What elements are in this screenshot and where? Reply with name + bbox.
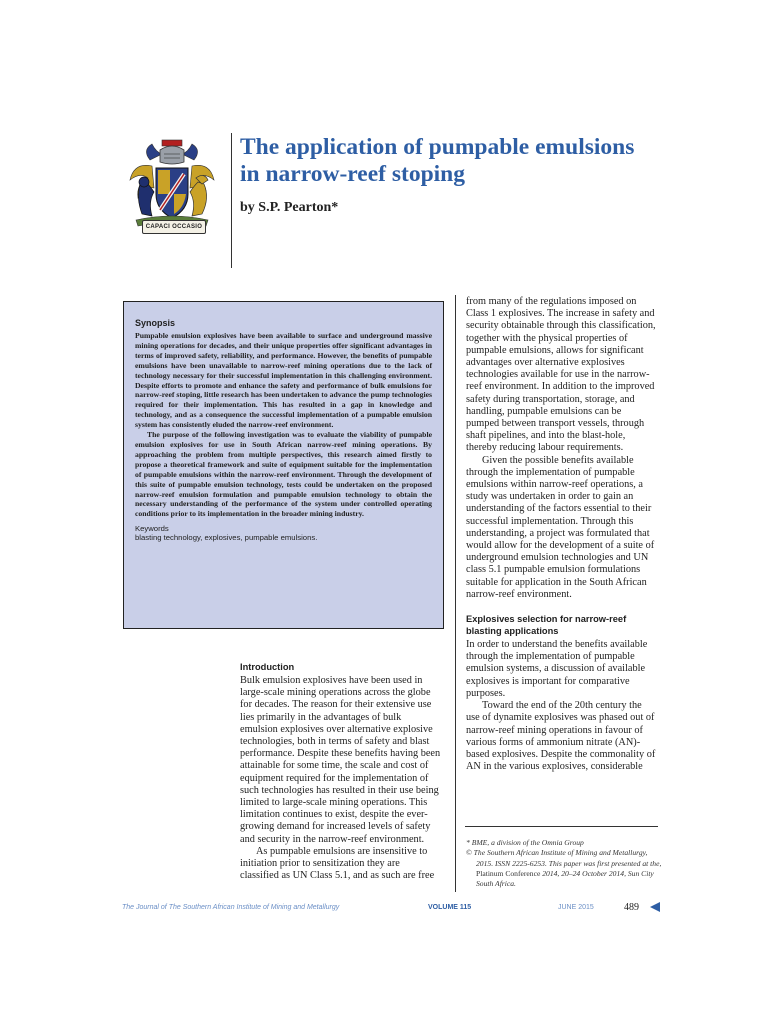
introduction-heading: Introduction [240, 662, 295, 672]
body-paragraph: Given the possible benefits available through the implementation of pumpable emulsions within narrow-reef operations, a study was undertaken in order to gain an understanding of the factors essential to their successful implementation. Through this understanding, a project was formulated that would allow for the development of a suite of underground emulsion technologies and UN class 5.1 pumpable emulsion formulations suitable for application in the South African narrow-reef environment. [466, 454, 655, 600]
title-divider [231, 133, 232, 268]
footnotes [466, 838, 666, 889]
body-paragraph: In order to understand the benefits available through the implementation of pumpable emulsion systems, a discussion of available explosives is important for comparative purposes. [466, 639, 648, 699]
body-paragraph: As pumpable emulsions are insensitive to initiation prior to sensitization they are classified as UN Class 5.1, and as such are free [240, 845, 435, 882]
crest-motto-scroll: CAPACI OCCASIO [142, 220, 206, 234]
footnote-affiliation: * BME, a division of the Omnia Group [466, 838, 584, 847]
footer-journal-name: The Journal of The Southern African Institute of Mining and Metallurgy [122, 904, 340, 911]
introduction-section [240, 661, 441, 882]
keywords-heading: Keywords [135, 524, 169, 534]
footnote-conference-dates: 2014, 20–24 October 2014, Sun City South Africa. [476, 868, 654, 889]
synopsis-box [123, 301, 444, 629]
right-column [466, 296, 657, 773]
footnote-conference: Platinum Conference [476, 868, 541, 878]
footnote-copyright-text: © The Southern African Institute of Mining and Metallurgy, 2015. ISSN 2225-6253. This paper was first presented at the, [466, 848, 662, 868]
synopsis-heading: Synopsis [135, 318, 176, 328]
synopsis-paragraph: The purpose of the following investigation was to evaluate the viability of pumpable emulsion explosives for use in South African narrow-reef mining operations. By approaching the problem from multiple perspectives, this research aimed firstly to propose a theoretical framework and suite of equipment suitable for the implementation of pumpable emulsions within the narrow-reef environment. Through the development of this suite of pumpable emulsion technology, tests could be undertaken on the proposed narrow-reef emulsion formulation and pumpable emulsion technology to obtain the necessary understanding of the performance of the system under controlled operating conditions prior to its implementation in the broader mining industry. [135, 430, 432, 519]
column-divider [455, 295, 456, 892]
footer-volume: VOLUME 115 [428, 904, 472, 911]
title-line-2: in narrow-reef stoping [240, 161, 465, 187]
footer-date: JUNE 2015 [558, 904, 594, 911]
paper-title [240, 134, 710, 188]
explosives-selection-heading: Explosives selection for narrow-reef blasting applications [466, 614, 627, 637]
footnote-divider [465, 826, 658, 827]
page-footer [122, 901, 662, 915]
synopsis-paragraph: Pumpable emulsion explosives have been available to surface and underground massive mining operations for decades, and their unique properties offer significant advantages in terms of improved safety, reliability, and performance. However, the benefits of pumpable emulsions have been unavailable to narrow-reef mining operations due to the lack of technology necessary for their successful implementation in this challenging environment. Despite efforts to promote and enhance the safety and performance of bulk emulsions for narrow-reef stoping, little research has been undertaken to advance the pump technologies required for their implementation. This has resulted in a gap in knowledge and technology, and as a consequence the successful implementation of a pumpable emulsion system has consistently eluded the narrow-reef environment. [135, 331, 432, 430]
left-triangle-icon [649, 901, 661, 913]
page-number: 489 [624, 902, 639, 913]
keywords-list: blasting technology, explosives, pumpable emulsions. [135, 533, 318, 543]
body-paragraph: from many of the regulations imposed on Class 1 explosives. The increase in safety and security obtainable through this classification, together with the physical properties of pumpable emulsions, allows for significant advantages over alternative explosives technologies available for use in the narrow-reef environment. In addition to the improved safety during transportation, storage, and handling, pumpable emulsions can be pumped between transport vessels, through shaft pipelines, and into the blast-hole, thereby reducing labour requirements. [466, 296, 656, 454]
title-line-1: The application of pumpable emulsions [240, 134, 635, 160]
body-paragraph: Toward the end of the 20th century the use of dynamite explosives was phased out of narrow-reef mining operations in favour of various forms of ammonium nitrate (AN)-based explosives. Despite the commonality of AN in the various explosives, considerable [466, 700, 656, 773]
author-byline: by S.P. Pearton* [240, 200, 339, 215]
footnote-copyright [466, 848, 666, 889]
body-paragraph: Bulk emulsion explosives have been used in large-scale mining operations across the globe for decades. The reason for their extensive use lies primarily in the advantages of bulk emulsion explosives over alternative explosive technologies, both in terms of safety and blast performance. Despite these benefits having been attainable for some time, the scale and cost of equipment required for the implementation of such technologies has resulted in their use being limited to large-scale mining operations. This limitation continues to exist, despite the ever-growing demand for increased levels of safety and security in the narrow-reef environment. [240, 675, 441, 845]
